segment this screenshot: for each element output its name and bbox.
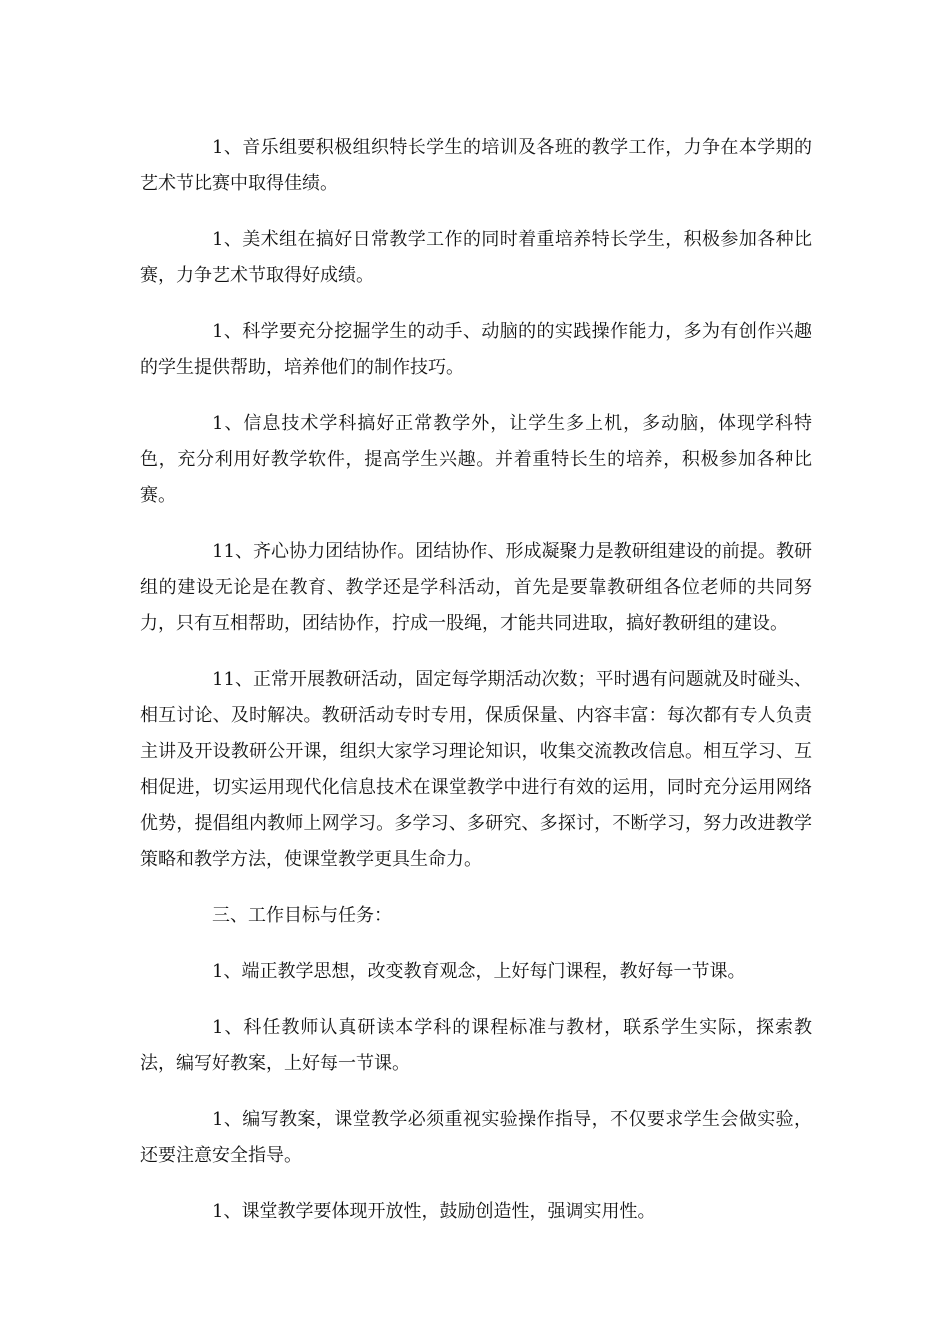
paragraph-music-group: 1、音乐组要积极组织特长学生的培训及各班的教学工作，力争在本学期的艺术节比赛中取得佳绩。 bbox=[140, 137, 812, 194]
paragraph-art-group: 1、美术组在搞好日常教学工作的同时着重培养特长学生，积极参加各种比赛，力争艺术节取得好成绩。 bbox=[140, 229, 812, 286]
document-body bbox=[140, 130, 812, 1250]
paragraph-it-subject: 1、信息技术学科搞好正常教学外，让学生多上机，多动脑，体现学科特色，充分利用好教学软件，提高学生兴趣。并着重特长生的培养，积极参加各种比赛。 bbox=[140, 413, 812, 506]
paragraph-research-activities: 11、正常开展教研活动，固定每学期活动次数；平时遇有问题就及时碰头、相互讨论、及时解决。教研活动专时专用，保质保量、内容丰富：每次都有专人负责主讲及开设教研公开课，组织大家学习理论知识，收集交流教改信息。相互学习、互相促进，切实运用现代化信息技术在课堂教学中进行有效的运用，同时充分运用网络优势，提倡组内教师上网学习。多学习、多研究、多探讨，不断学习，努力改进教学策略和教学方法，使课堂教学更具生命力。 bbox=[140, 669, 812, 870]
paragraph-lesson-plans: 1、编写教案，课堂教学必须重视实验操作指导，不仅要求学生会做实验，还要注意安全指导。 bbox=[140, 1109, 812, 1166]
paragraph-science: 1、科学要充分挖掘学生的动手、动脑的的实践操作能力，多为有创作兴趣的学生提供帮助，培养他们的制作技巧。 bbox=[140, 321, 812, 378]
paragraph-curriculum-study: 1、科任教师认真研读本学科的课程标准与教材，联系学生实际，探索教法，编写好教案，上好每一节课。 bbox=[140, 1017, 812, 1074]
section-heading-goals: 三、工作目标与任务： bbox=[212, 905, 392, 926]
paragraph-teaching-philosophy: 1、端正教学思想，改变教育观念，上好每门课程，教好每一节课。 bbox=[212, 961, 746, 982]
paragraph-classroom-openness: 1、课堂教学要体现开放性，鼓励创造性，强调实用性。 bbox=[212, 1201, 656, 1222]
paragraph-teamwork: 11、齐心协力团结协作。团结协作、形成凝聚力是教研组建设的前提。教研组的建设无论是在教育、教学还是学科活动，首先是要靠教研组各位老师的共同努力，只有互相帮助，团结协作，拧成一股绳，才能共同进取，搞好教研组的建设。 bbox=[140, 541, 812, 634]
